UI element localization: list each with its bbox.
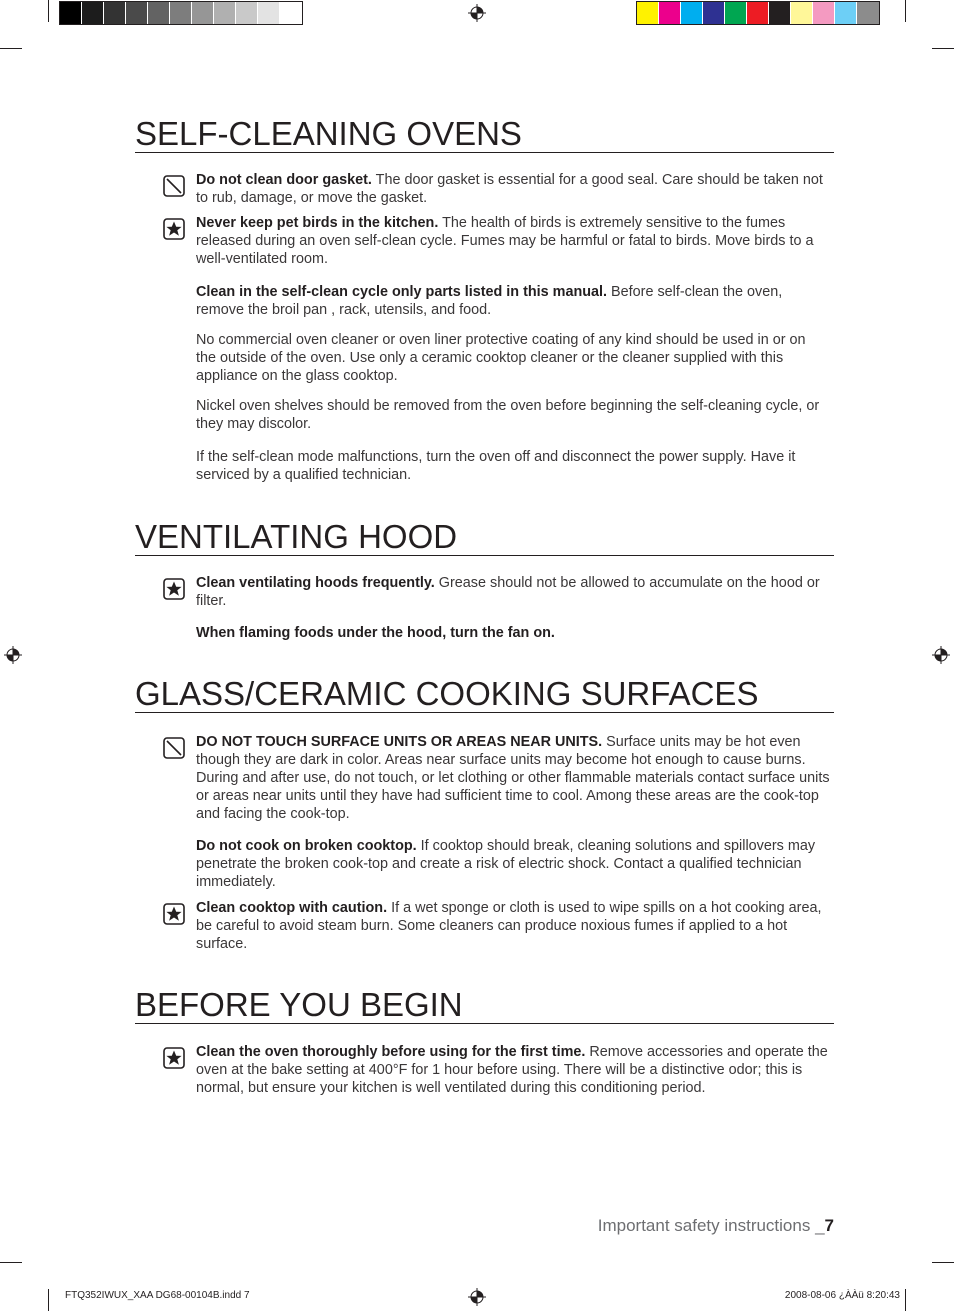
grayscale-swatch [126, 2, 148, 24]
paragraph-lead: Do not cook on broken cooktop. [196, 838, 417, 854]
registration-mark-icon [4, 646, 22, 664]
grayscale-swatch [192, 2, 214, 24]
warning-star-icon [163, 1047, 185, 1069]
paragraph-lead: Clean cooktop with caution. [196, 900, 388, 916]
crop-mark-bottom-right-h [932, 1262, 954, 1263]
grayscale-swatch [236, 2, 258, 24]
paragraph-body: The health of birds is extremely sensitive to the fumes released during an oven self-clean cycle. Fumes may be harmful or fatal to birds. Move birds to a well-ventilated room. [196, 215, 814, 267]
process-swatch [637, 2, 659, 24]
prohibition-icon [163, 737, 185, 759]
print-slug-date: 2008-08-06 ¿ÀÀü 8:20:43 [784, 1290, 900, 1301]
warning-star-icon [163, 903, 185, 925]
process-swatch [813, 2, 835, 24]
grayscale-swatch [104, 2, 126, 24]
paragraph-body: No commercial oven cleaner or oven liner protective coating of any kind should be used in or on the outside of the oven. Use only a ceramic cooktop cleaner or the cleaner supplied with this appliance on the glass cooktop. [196, 332, 806, 384]
paragraph-body: Remove accessories and operate the oven at the bake setting at 400°F for 1 hour before using. There will be a distinctive odor; this is normal, but ensure your kitchen is well ventilated during this conditioning period. [196, 1044, 828, 1096]
process-swatch [835, 2, 857, 24]
grayscale-swatch [60, 2, 82, 24]
process-swatch [769, 2, 791, 24]
process-swatch [747, 2, 769, 24]
paragraph-lead: Do not clean door gasket. [196, 172, 372, 188]
process-swatch [681, 2, 703, 24]
paragraph-body: Grease should not be allowed to accumulate on the hood or filter. [196, 575, 820, 609]
paragraph-malfunction [196, 448, 832, 484]
page-footer [598, 1216, 834, 1236]
paragraph-clean-before-first-use [196, 1043, 832, 1097]
warning-star-icon [163, 578, 185, 600]
grayscale-swatch [148, 2, 170, 24]
process-swatch [857, 2, 879, 24]
print-slug-file: FTQ352IWUX_XAA DG68-00104B.indd 7 [65, 1290, 250, 1301]
registration-mark-icon [932, 646, 950, 664]
paragraph-lead: Clean ventilating hoods frequently. [196, 575, 435, 591]
crop-mark-bottom-left-h [0, 1262, 22, 1263]
paragraph-body: If cooktop should break, cleaning solutions and spillovers may penetrate the broken cook-top and create a risk of electric shock. Contact a qualified technician immediately. [196, 838, 816, 890]
paragraph-body: If a wet sponge or cloth is used to wipe spills on a hot cooking area, be careful to avoid steam burn. Some cleaners can produce noxious fumes if applied to a hot surface. [196, 900, 822, 952]
section-title-before-you-begin: BEFORE YOU BEGIN [135, 987, 834, 1024]
paragraph-lead: Clean the oven thoroughly before using for the first time. [196, 1044, 586, 1060]
section-title-glass-ceramic: GLASS/CERAMIC COOKING SURFACES [135, 676, 834, 713]
grayscale-swatch [82, 2, 104, 24]
registration-mark-icon [468, 4, 486, 22]
paragraph-body: The door gasket is essential for a good seal. Care should be taken not to rub, damage, or move the gasket. [196, 172, 823, 206]
crop-mark-bottom-left-v [48, 1289, 49, 1311]
paragraph-commercial-cleaner [196, 331, 816, 385]
page-number: 7 [824, 1216, 834, 1235]
section-title-ventilating-hood: VENTILATING HOOD [135, 519, 834, 556]
crop-mark-bottom-right-v [905, 1289, 906, 1311]
process-color-bar [636, 1, 880, 25]
paragraph-self-clean-parts [196, 283, 832, 319]
footer-section-label: Important safety instructions _ [597, 1216, 825, 1235]
warning-star-icon [163, 218, 185, 240]
process-swatch [791, 2, 813, 24]
paragraph-body: If the self-clean mode malfunctions, turn the oven off and disconnect the power supply. Have it serviced by a qualified technician. [196, 449, 796, 483]
crop-mark-top-right-v [905, 0, 906, 22]
paragraph-lead: When flaming foods under the hood, turn the fan on. [196, 625, 555, 641]
registration-mark-icon [468, 1288, 486, 1306]
paragraph-body: Surface units may be hot even though they are dark in color. Areas near surface units may become hot enough to cause burns. During and after use, do not touch, or let clothing or other flammable materials contact surface units or areas near units until they have had sufficient time to cool. Among these areas are the cook-top and facing the cook-top. [196, 734, 830, 822]
section-title-self-cleaning-ovens: SELF-CLEANING OVENS [135, 116, 834, 153]
paragraph-pet-birds [196, 214, 832, 268]
paragraph-do-not-touch [196, 733, 832, 823]
paragraph-body: Nickel oven shelves should be removed from the oven before beginning the self-cleaning cycle, or they may discolor. [196, 398, 820, 432]
paragraph-cooktop-caution [196, 899, 832, 953]
paragraph-flaming-foods [196, 624, 832, 642]
paragraph-broken-cooktop [196, 837, 832, 891]
crop-mark-top-left-v [48, 0, 49, 22]
prohibition-icon [163, 175, 185, 197]
paragraph-door-gasket [196, 171, 832, 207]
paragraph-clean-hoods [196, 574, 832, 610]
paragraph-lead: DO NOT TOUCH SURFACE UNITS OR AREAS NEAR UNITS. [196, 734, 603, 750]
grayscale-swatch [214, 2, 236, 24]
grayscale-swatch [258, 2, 280, 24]
process-swatch [703, 2, 725, 24]
process-swatch [725, 2, 747, 24]
grayscale-swatch [170, 2, 192, 24]
process-swatch [659, 2, 681, 24]
grayscale-swatch [280, 2, 302, 24]
paragraph-lead: Clean in the self-clean cycle only parts listed in this manual. [196, 284, 608, 300]
grayscale-color-bar [59, 1, 303, 25]
paragraph-nickel-shelves [196, 397, 832, 433]
paragraph-lead: Never keep pet birds in the kitchen. [196, 215, 439, 231]
crop-mark-top-left-h [0, 48, 22, 49]
crop-mark-top-right-h [932, 48, 954, 49]
paragraph-body: Before self-clean the oven, remove the broil pan , rack, utensils, and food. [196, 284, 783, 318]
